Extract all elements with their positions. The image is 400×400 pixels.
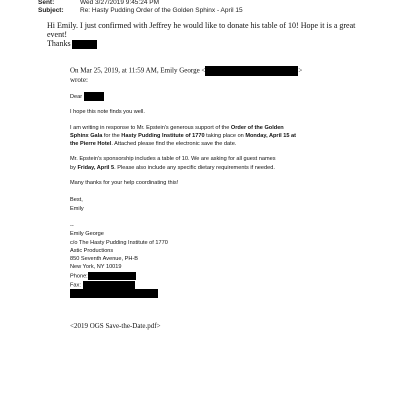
signature-org: c/o The Hasty Pudding Institute of 1770 — [70, 239, 168, 246]
redaction-block — [88, 272, 136, 280]
subject-label: Subject: — [38, 7, 64, 14]
sent-label: Sent: — [38, 0, 55, 6]
greeting: Dear — [70, 92, 370, 101]
redaction-block — [205, 66, 298, 76]
signature-fax: Fax: — [70, 281, 370, 290]
signature-dashes: -- — [70, 222, 74, 229]
redaction-block — [83, 281, 135, 289]
reply-body — [47, 21, 377, 49]
signature-company: Astic Productions — [70, 247, 114, 254]
signature-city: New York, NY 10019 — [70, 264, 122, 271]
paragraph-2: I am writing in response to Mr. Epstein's generous support of the Order of the Golden Sphinx Gala for the Hasty Pudding Institute of 1770 taking place on Monday, April 15 at the Pierre Hotel. Attached please find the electronic save the date. — [70, 124, 297, 148]
quote-intro — [70, 66, 370, 85]
sent-value: Wed 3/27/2019 9:45:24 PM — [80, 0, 160, 6]
reply-line-2: event! — [47, 30, 67, 39]
thanks-text: Thanks — [47, 39, 71, 48]
attachment-link[interactable]: <2019 OGS Save-the-Date.pdf> — [70, 322, 161, 330]
reply-thanks — [47, 39, 377, 49]
quoted-message — [70, 92, 370, 299]
signature-email — [70, 289, 370, 298]
closing-name: Emily — [70, 205, 84, 212]
closing: Best, — [70, 197, 83, 204]
redaction-block — [70, 289, 158, 298]
paragraph-4: Many thanks for your help coordinating this! — [70, 180, 179, 187]
redaction-block — [84, 92, 104, 101]
redaction-block — [72, 40, 97, 49]
reply-line-1: Hi Emily. I just confirmed with Jeffrey he would like to donate his table of 10! Hope it is a great — [47, 21, 356, 30]
signature-phone: Phone: — [70, 272, 370, 281]
signature-street: 850 Seventh Avenue, PH-B — [70, 256, 139, 263]
paragraph-3: Mr. Epstein's sponsorship includes a table of 10. We are asking for all guest names by Friday, April 5. Please also include any specific dietary requirements if needed. — [70, 156, 276, 171]
signature-name: Emily George — [70, 231, 104, 238]
quote-intro-line-1: On Mar 25, 2019, at 11:59 AM, Emily George < > — [70, 66, 303, 75]
paragraph-1: I hope this note finds you well. — [70, 109, 145, 116]
subject-value: Re: Hasty Pudding Order of the Golden Sphinx - April 15 — [80, 7, 243, 14]
quote-intro-line-2: wrote: — [70, 76, 88, 84]
